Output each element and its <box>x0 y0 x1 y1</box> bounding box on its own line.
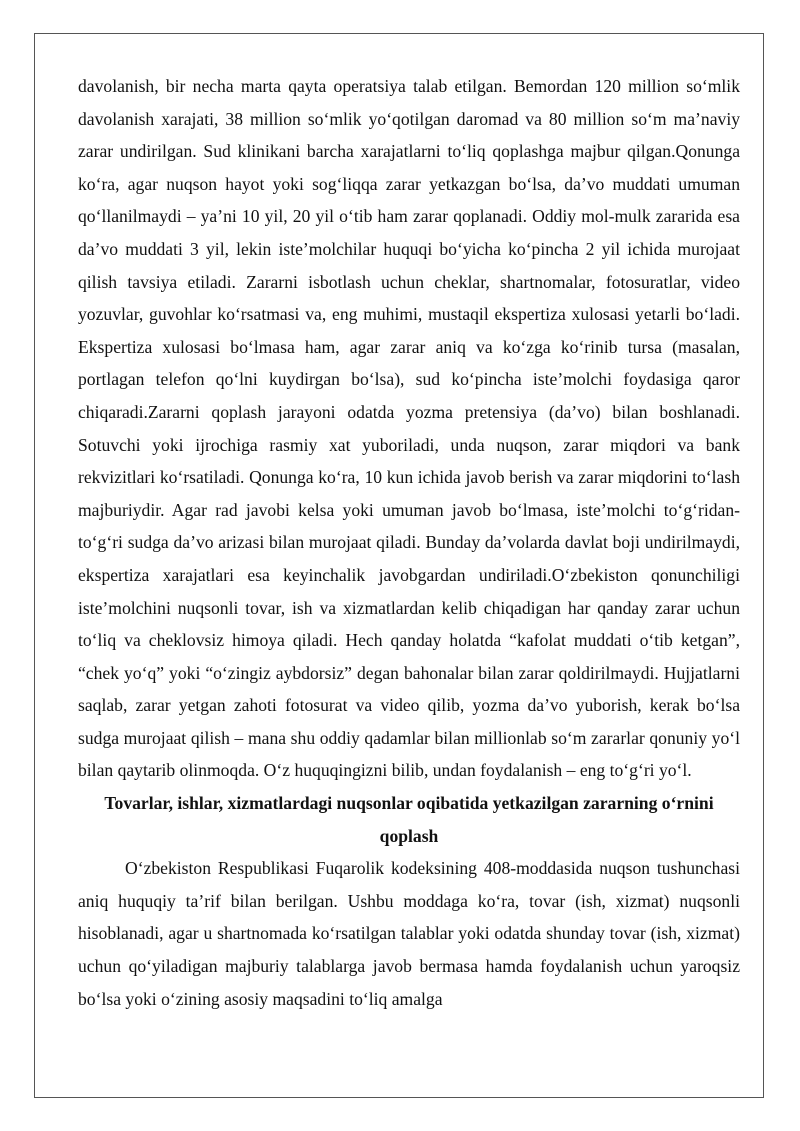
body-paragraph: O‘zbekiston Respublikasi Fuqarolik kodeksining 408-moddasida nuqson tushunchasi aniq huquqiy ta’rif bilan berilgan. Ushbu moddaga ko‘ra, tovar (ish, xizmat) nuqsonli hisoblanadi, agar u shartnomada ko‘rsatilgan talablar yoki odatda shunday tovar (ish, xizmat) uchun qo‘yiladigan majburiy talablarga javob bermasa hamda foydalanish uchun yaroqsiz bo‘lsa yoki o‘zining asosiy maqsadini to‘liq amalga <box>78 858 740 1009</box>
section-heading: Tovarlar, ishlar, xizmatlardagi nuqsonlar oqibatida yetkazilgan zararning o‘rnini qoplash <box>104 793 714 846</box>
body-paragraph: davolanish, bir necha marta qayta operatsiya talab etilgan. Bemordan 120 million so‘mlik davolanish xarajati, 38 million so‘mlik yo‘qotilgan daromad va 80 million so‘m ma’naviy zarar undirilgan. Sud klinikani barcha xarajatlarni to‘liq qoplashga majbur qilgan.Qonunga ko‘ra, agar nuqson hayot yoki sog‘liqqa zarar yetkazgan bo‘lsa, da’vo muddati umuman qo‘llanilmaydi – ya’ni 10 yil, 20 yil o‘tib ham zarar qoplanadi. Oddiy mol-mulk zararida esa da’vo muddati 3 yil, lekin iste’molchilar huquqi bo‘yicha ko‘pincha 2 yil ichida murojaat qilish tavsiya etiladi. Zararni isbotlash uchun cheklar, shartnomalar, fotosuratlar, video yozuvlar, guvohlar ko‘rsatmasi va, eng muhimi, mustaqil ekspertiza xulosasi yetarli bo‘ladi. Ekspertiza xulosasi bo‘lmasa ham, agar zarar aniq va ko‘zga ko‘rinib tursa (masalan, portlagan telefon qo‘lni kuydirgan bo‘lsa), sud ko‘pincha iste’molchi foydasiga qaror chiqaradi.Zararni qoplash jarayoni odatda yozma pretensiya (da’vo) bilan boshlanadi. Sotuvchi yoki ijrochiga rasmiy xat yuboriladi, unda nuqson, zarar miqdori va bank rekvizitlari ko‘rsatiladi. Qonunga ko‘ra, 10 kun ichida javob berish va zarar miqdorini to‘lash majburiydir. Agar rad javobi kelsa yoki umuman javob bo‘lmasa, iste’molchi to‘g‘ridan-to‘g‘ri sudga da’vo arizasi bilan murojaat qiladi. Bunday da’volarda davlat boji undirilmaydi, ekspertiza xarajatlari esa keyinchalik javobgardan undiriladi.O‘zbekiston qonunchiligi iste’molchini nuqsonli tovar, ish va xizmatlardan kelib chiqadigan har qanday zarar uchun to‘liq va cheklovsiz himoya qiladi. Hech qanday holatda “kafolat muddati o‘tib ketgan”, “chek yo‘q” yoki “o‘zingiz aybdorsiz” degan bahonalar bilan zarar qoldirilmaydi. Hujjatlarni saqlab, zarar yetgan zahoti fotosurat va video qilib, yozma da’vo yuborish, kerak bo‘lsa sudga murojaat qilish – mana shu oddiy qadamlar bilan millionlab so‘m zararlar qonuniy yo‘l bilan qaytarib olinmoqda. O‘z huquqingizni bilib, undan foydalanish – eng to‘g‘ri yo‘l. <box>78 76 740 781</box>
document-body <box>78 70 740 1015</box>
